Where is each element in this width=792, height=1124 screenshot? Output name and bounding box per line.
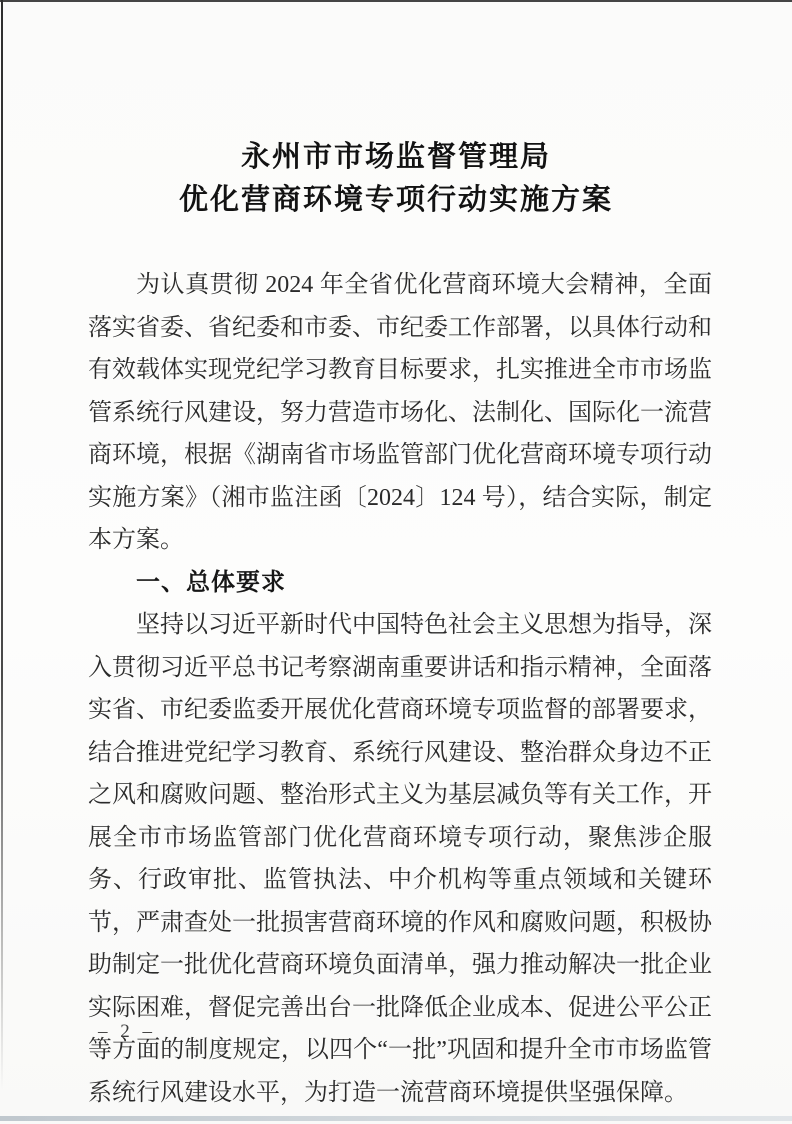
page-number: – 2 – <box>98 1021 156 1042</box>
document-title <box>0 136 792 222</box>
document-title-line-2: 优化营商环境专项行动实施方案 <box>178 184 613 216</box>
intro-paragraph: 为认真贯彻 2024 年全省优化营商环境大会精神，全面落实省委、省纪委和市委、市纪委工作部署，以具体行动和有效载体实现党纪学习教育目标要求，扎实推进全市市场监管系统行风建设，努力营造市场化、法制化、国际化一流营商环境，根据《湖南省市场监管部门优化营商环境专项行动实施方案》（湘市监注函〔2024〕124 号），结合实际，制定本方案。 <box>88 272 712 553</box>
section-1-paragraph: 坚持以习近平新时代中国特色社会主义思想为指导，深入贯彻习近平总书记考察湖南重要讲话和指示精神，全面落实省、市纪委监委开展优化营商环境专项监督的部署要求，结合推进党纪学习教育、系统行风建设、整治群众身边不正之风和腐败问题、整治形式主义为基层减负等有关工作，开展全市市场监管部门优化营商环境专项行动，聚焦涉企服务、行政审批、监管执法、中介机构等重点领域和关键环节，严肃查处一批损害营商环境的作风和腐败问题，积极协助制定一批优化营商环境负面清单，强力推动解决一批企业实际困难，督促完善出台一批降低企业成本、促进公平公正等方面的制度规定，以四个“一批”巩固和提升全市市场监管系统行风建设水平，为打造一流营商环境提供坚强保障。 <box>88 612 712 1106</box>
document-title-line-1: 永州市市场监督管理局 <box>240 141 551 173</box>
section-1-heading: 一、总体要求 <box>136 568 286 596</box>
scan-artifact-top-edge <box>0 0 792 2</box>
scan-artifact-bottom-edge <box>0 1116 792 1121</box>
document-body <box>88 264 712 1114</box>
